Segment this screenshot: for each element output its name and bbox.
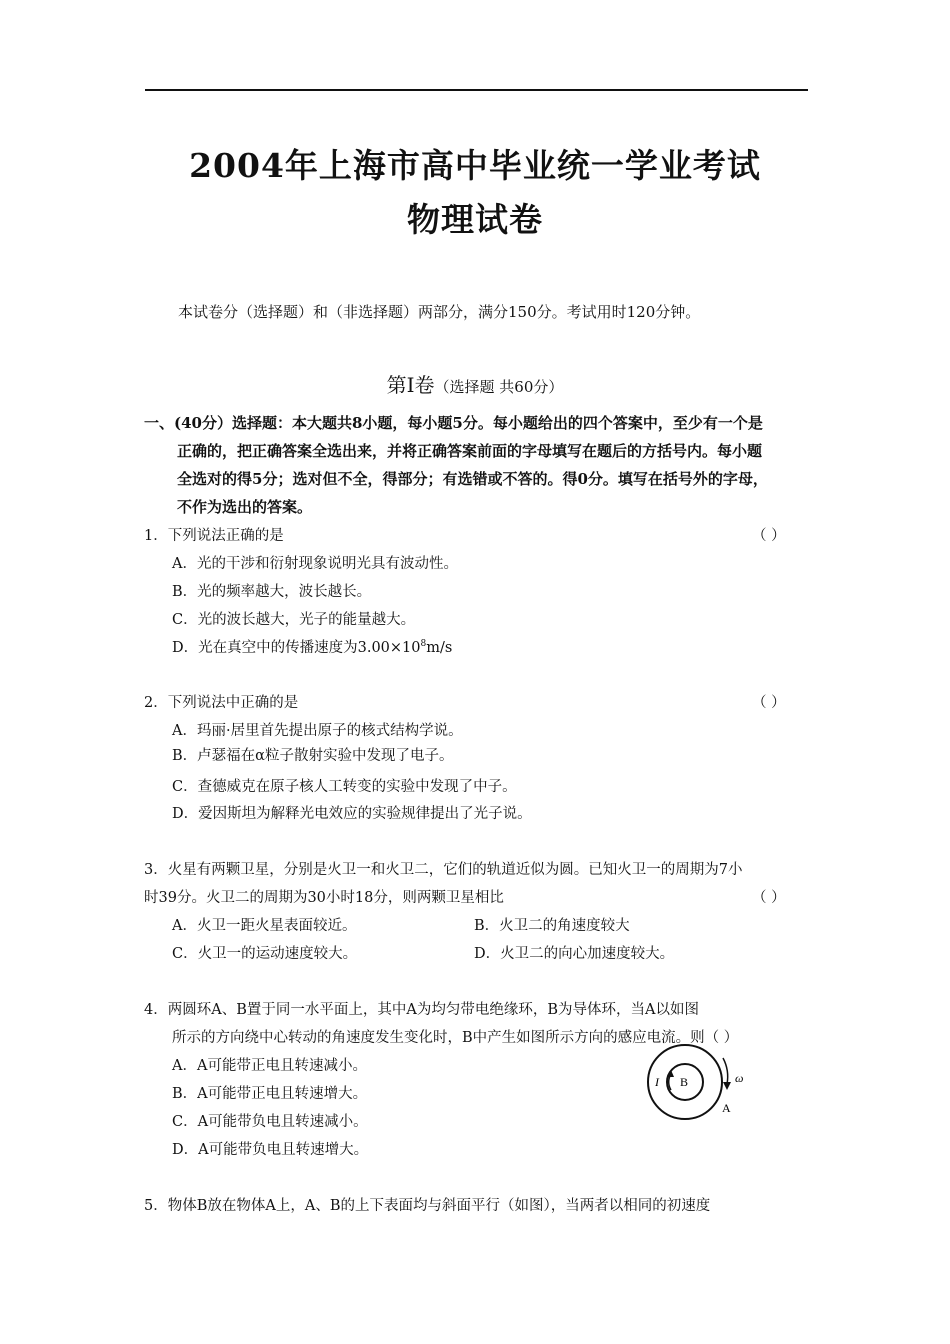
instructions-line: 正确的，把正确答案全选出来，并将正确答案前面的字母填写在题后的方括号内。每小题 <box>177 442 763 460</box>
q1-option-d-exponent: 8 <box>420 639 427 650</box>
figure-label-omega: ω <box>735 1071 744 1085</box>
q1-option-d <box>172 636 452 657</box>
q4-option-c: C．A可能带负电且转速减小。 <box>172 1114 368 1130</box>
instructions-line: 一、(40分）选择题：本大题共8小题，每小题5分。每小题给出的四个答案中，至少有一个是 <box>144 414 763 432</box>
q4-stem-line2: 所示的方向绕中心转动的角速度发生变化时，B中产生如图所示方向的感应电流。则（ ） <box>172 1030 739 1046</box>
exam-subtitle: 物理试卷 <box>407 200 543 239</box>
section-heading-sub: （选择题 共60分） <box>434 378 564 396</box>
figure-label-outer: A <box>722 1101 731 1115</box>
top-rule <box>145 89 808 91</box>
figure-label-current: I <box>655 1075 659 1089</box>
q4-option-a: A．A可能带正电且转速减小。 <box>172 1058 367 1074</box>
q3-option-a: A．火卫一距火星表面较近。 <box>172 918 357 934</box>
q5-stem-line1: 5．物体B放在物体A上，A、B的上下表面均与斜面平行（如图），当两者以相同的初速度 <box>144 1198 711 1214</box>
q3-answer-bracket[interactable]: （ ） <box>752 890 786 906</box>
section-heading-main: 第Ⅰ卷 <box>386 373 435 397</box>
exam-intro: 本试卷分（选择题）和（非选择题）两部分，满分150分。考试用时120分钟。 <box>178 303 701 321</box>
q4-stem-line1: 4．两圆环A、B置于同一水平面上，其中A为均匀带电绝缘环，B为导体环，当A以如图 <box>144 1002 699 1018</box>
q4-rings-figure <box>643 1040 753 1128</box>
q1-option-a: A．光的干涉和衍射现象说明光具有波动性。 <box>172 556 458 572</box>
q3-option-b: B．火卫二的角速度较大 <box>474 918 630 934</box>
q3-stem-line1: 3．火星有两颗卫星，分别是火卫一和火卫二，它们的轨道近似为圆。已知火卫一的周期为7小 <box>144 862 743 878</box>
instructions-line: 不作为选出的答案。 <box>177 498 313 516</box>
q3-option-c: C．火卫一的运动速度较大。 <box>172 946 358 962</box>
q3-option-d: D．火卫二的向心加速度较大。 <box>474 946 675 962</box>
section-heading <box>0 369 950 398</box>
q2-stem: 2．下列说法中正确的是 <box>144 695 299 711</box>
q1-option-d-text: D．光在真空中的传播速度为3.00×10 <box>172 640 421 656</box>
q2-option-b: B．卢瑟福在α粒子散射实验中发现了电子。 <box>172 748 454 764</box>
q2-option-d: D．爱因斯坦为解释光电效应的实验规律提出了光子说。 <box>172 806 532 822</box>
omega-arc <box>723 1058 728 1084</box>
q1-answer-bracket[interactable]: （ ） <box>752 528 786 544</box>
q2-option-c: C．查德威克在原子核人工转变的实验中发现了中子。 <box>172 779 517 795</box>
q3-stem-line2: 时39分。火卫二的周期为30小时18分，则两颗卫星相比 <box>144 890 504 906</box>
omega-arrow-icon <box>723 1082 731 1090</box>
q1-stem: 1．下列说法正确的是 <box>144 528 284 544</box>
q1-option-d-unit: m/s <box>426 640 453 656</box>
figure-label-inner: B <box>680 1075 689 1089</box>
q4-option-b: B．A可能带正电且转速增大。 <box>172 1086 368 1102</box>
q4-option-d: D．A可能带负电且转速增大。 <box>172 1142 369 1158</box>
q1-option-b: B．光的频率越大，波长越长。 <box>172 584 372 600</box>
q2-option-a: A．玛丽·居里首先提出原子的核式结构学说。 <box>172 723 463 739</box>
q1-option-c: C．光的波长越大，光子的能量越大。 <box>172 612 416 628</box>
exam-title: 2004年上海市高中毕业统一学业考试 <box>189 146 761 185</box>
q2-answer-bracket[interactable]: （ ） <box>752 695 786 711</box>
instructions-line: 全选对的得5分；选对但不全，得部分；有选错或不答的。得0分。填写在括号外的字母， <box>177 470 768 488</box>
